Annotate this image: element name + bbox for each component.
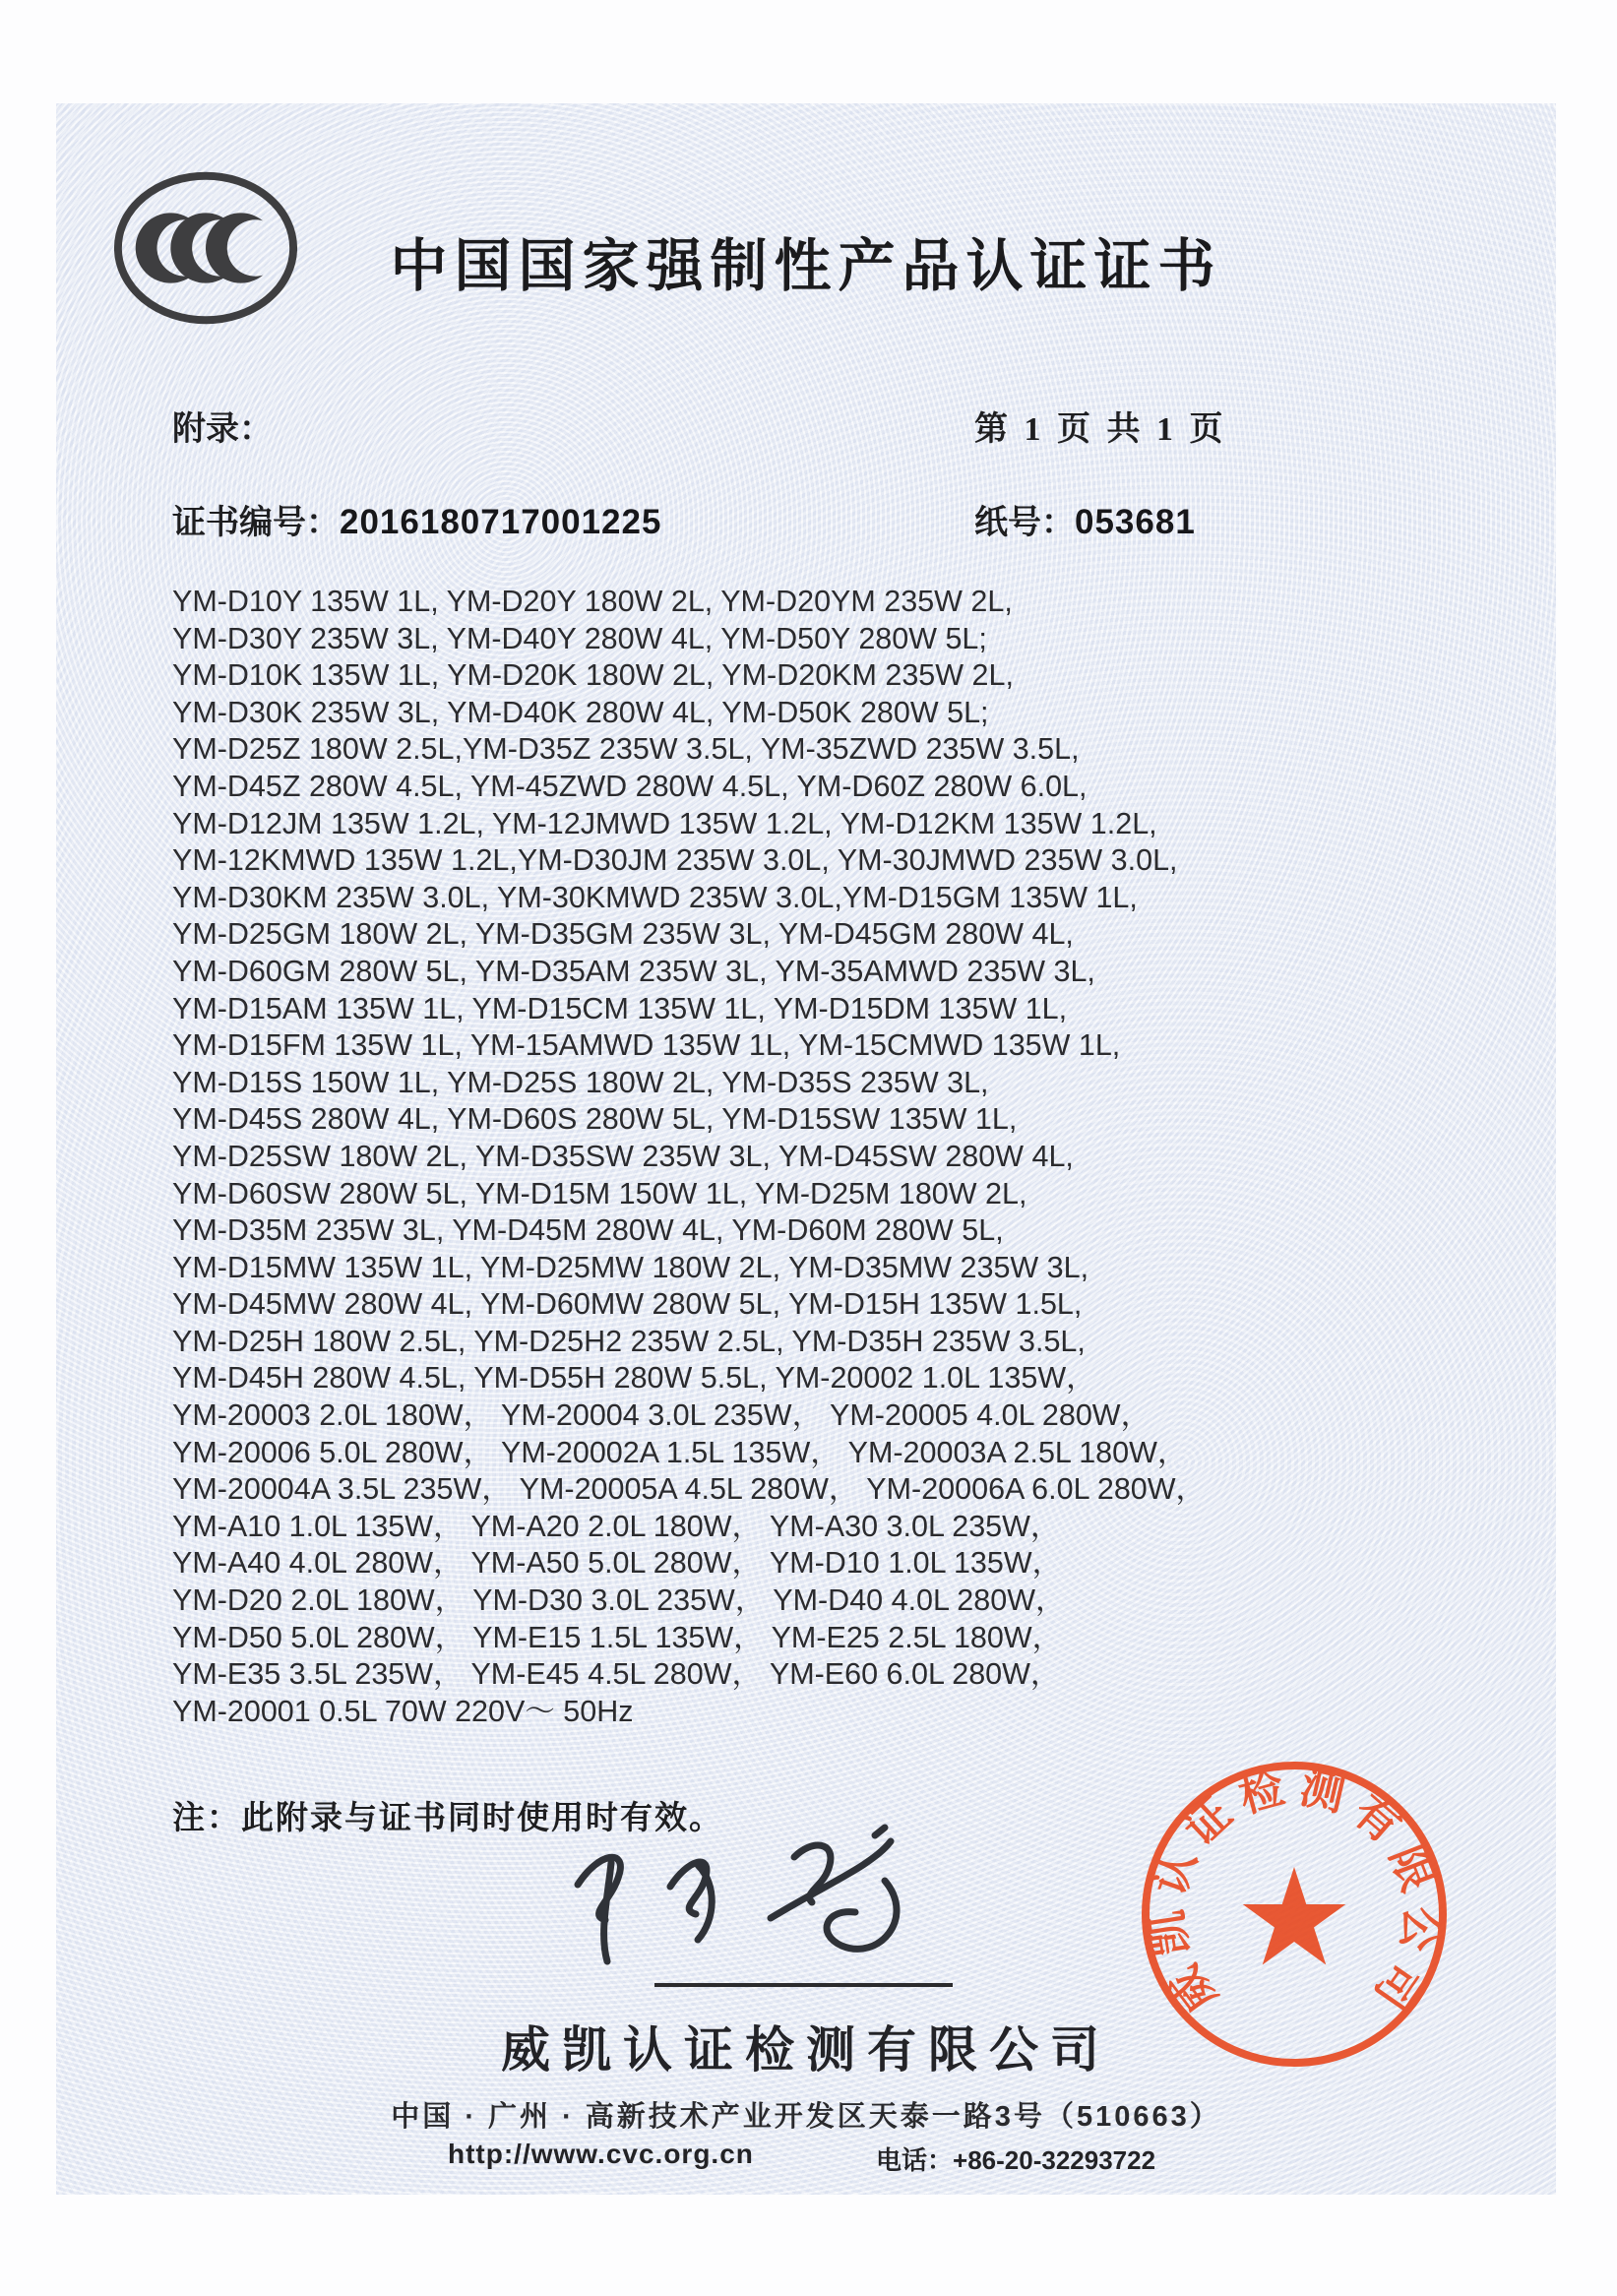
model-line: YM-D30K 235W 3L, YM-D40K 280W 4L, YM-D50K 280W 5L;	[172, 695, 989, 729]
issuer-phone-number: +86-20-32293722	[953, 2145, 1156, 2175]
model-line: YM-D45Z 280W 4.5L, YM-45ZWD 280W 4.5L, YM-D60Z 280W 6.0L,	[172, 769, 1088, 803]
model-line: YM-D30KM 235W 3.0L, YM-30KMWD 235W 3.0L,YM-D15GM 135W 1L,	[172, 880, 1138, 914]
model-line: YM-E35 3.5L 235W， YM-E45 4.5L 280W， YM-E60 6.0L 280W，	[172, 1657, 1061, 1692]
certificate-number-label: 证书编号：	[172, 505, 340, 541]
model-line: YM-D30Y 235W 3L, YM-D40Y 280W 4L, YM-D50Y 280W 5L;	[172, 621, 987, 655]
issuer-phone-label: 电话：	[876, 2145, 954, 2175]
model-line: YM-D45MW 280W 4L, YM-D60MW 280W 5L, YM-D15H 135W 1.5L,	[172, 1287, 1083, 1322]
model-line: YM-A40 4.0L 280W， YM-A50 5.0L 280W， YM-D10 1.0L 135W，	[172, 1546, 1063, 1581]
issuer-address: 中国 · 广州 · 高新技术产业开发区天泰一路3号（510663）	[391, 2101, 1221, 2133]
appendix-label: 附录：	[172, 411, 273, 448]
paper-number-label: 纸号：	[974, 505, 1075, 541]
issuer-website: http://www.cvc.org.cn	[448, 2139, 754, 2169]
model-line: YM-20006 5.0L 280W， YM-20002A 1.5L 135W， YM-20003A 2.5L 180W，	[172, 1435, 1188, 1469]
model-line: YM-D25Z 180W 2.5L,YM-D35Z 235W 3.5L, YM-35ZWD 235W 3.5L,	[172, 732, 1080, 767]
model-line: YM-D15MW 135W 1L, YM-D25MW 180W 2L, YM-D35MW 235W 3L,	[172, 1250, 1089, 1284]
model-line: YM-D45H 280W 4.5L, YM-D55H 280W 5.5L, YM-20002 1.0L 135W，	[172, 1361, 1096, 1396]
model-line: YM-20004A 3.5L 235W， YM-20005A 4.5L 280W， YM-20006A 6.0L 280W，	[172, 1472, 1207, 1507]
model-line: YM-D10K 135W 1L, YM-D20K 180W 2L, YM-D20KM 235W 2L,	[172, 658, 1014, 693]
model-line: YM-D35M 235W 3L, YM-D45M 280W 4L, YM-D60M 280W 5L,	[172, 1213, 1004, 1248]
seal-star-icon	[1243, 1867, 1346, 1965]
model-line: YM-D10Y 135W 1L, YM-D20Y 180W 2L, YM-D20YM 235W 2L,	[172, 585, 1013, 618]
model-line: YM-D15FM 135W 1L, YM-15AMWD 135W 1L, YM-15CMWD 135W 1L,	[172, 1028, 1121, 1063]
model-line: YM-D25SW 180W 2L, YM-D35SW 235W 3L, YM-D45SW 280W 4L,	[172, 1139, 1074, 1173]
paper-number-row	[974, 495, 1196, 543]
model-line: YM-D15S 150W 1L, YM-D25S 180W 2L, YM-D35S 235W 3L,	[172, 1065, 989, 1099]
certificate-title: 中国国家强制性产品认证证书	[390, 234, 1222, 298]
certificate-number-value: 2016180717001225	[340, 503, 662, 541]
model-line: YM-A10 1.0L 135W， YM-A20 2.0L 180W， YM-A30 3.0L 235W，	[172, 1509, 1061, 1543]
company-seal	[1132, 1752, 1457, 2077]
certificate-page	[56, 103, 1556, 2195]
issuer-contact-row	[56, 2139, 1556, 2182]
signature	[548, 1824, 962, 1991]
model-line: YM-D25H 180W 2.5L, YM-D25H2 235W 2.5L, YM-D35H 235W 3.5L,	[172, 1324, 1086, 1358]
issuer-phone	[876, 2141, 1155, 2177]
model-line: YM-D12JM 135W 1.2L, YM-12JMWD 135W 1.2L, YM-D12KM 135W 1.2L,	[172, 806, 1157, 840]
model-line: YM-D60GM 280W 5L, YM-D35AM 235W 3L, YM-35AMWD 235W 3L,	[172, 954, 1095, 988]
model-line: YM-20001 0.5L 70W 220V～ 50Hz	[172, 1694, 634, 1728]
model-line: YM-12KMWD 135W 1.2L,YM-D30JM 235W 3.0L, YM-30JMWD 235W 3.0L,	[172, 843, 1178, 878]
seal-text: 威凯认证检测有限公司	[1142, 1762, 1447, 2022]
model-line: YM-D50 5.0L 280W， YM-E15 1.5L 135W， YM-E25 2.5L 180W，	[172, 1620, 1063, 1654]
model-list	[172, 584, 1334, 1730]
model-line: YM-D45S 280W 4L, YM-D60S 280W 5L, YM-D15SW 135W 1L,	[172, 1102, 1018, 1137]
paper-number-value: 053681	[1075, 503, 1196, 541]
certificate-number-row	[172, 495, 661, 543]
model-line: YM-D60SW 280W 5L, YM-D15M 150W 1L, YM-D25M 180W 2L,	[172, 1176, 1027, 1210]
model-line: YM-20003 2.0L 180W， YM-20004 3.0L 235W， YM-20005 4.0L 280W，	[172, 1398, 1151, 1433]
model-line: YM-D15AM 135W 1L, YM-D15CM 135W 1L, YM-D15DM 135W 1L,	[172, 991, 1068, 1025]
model-line: YM-D25GM 180W 2L, YM-D35GM 235W 3L, YM-D45GM 280W 4L,	[172, 917, 1074, 952]
validity-note: 注：此附录与证书同时使用时有效。	[172, 1801, 723, 1836]
signature-underline	[654, 1983, 953, 1987]
page-info: 第 1 页 共 1 页	[974, 411, 1227, 448]
model-line: YM-D20 2.0L 180W， YM-D30 3.0L 235W， YM-D40 4.0L 280W，	[172, 1583, 1066, 1618]
issuer-company-name: 威凯认证检测有限公司	[501, 2022, 1111, 2078]
